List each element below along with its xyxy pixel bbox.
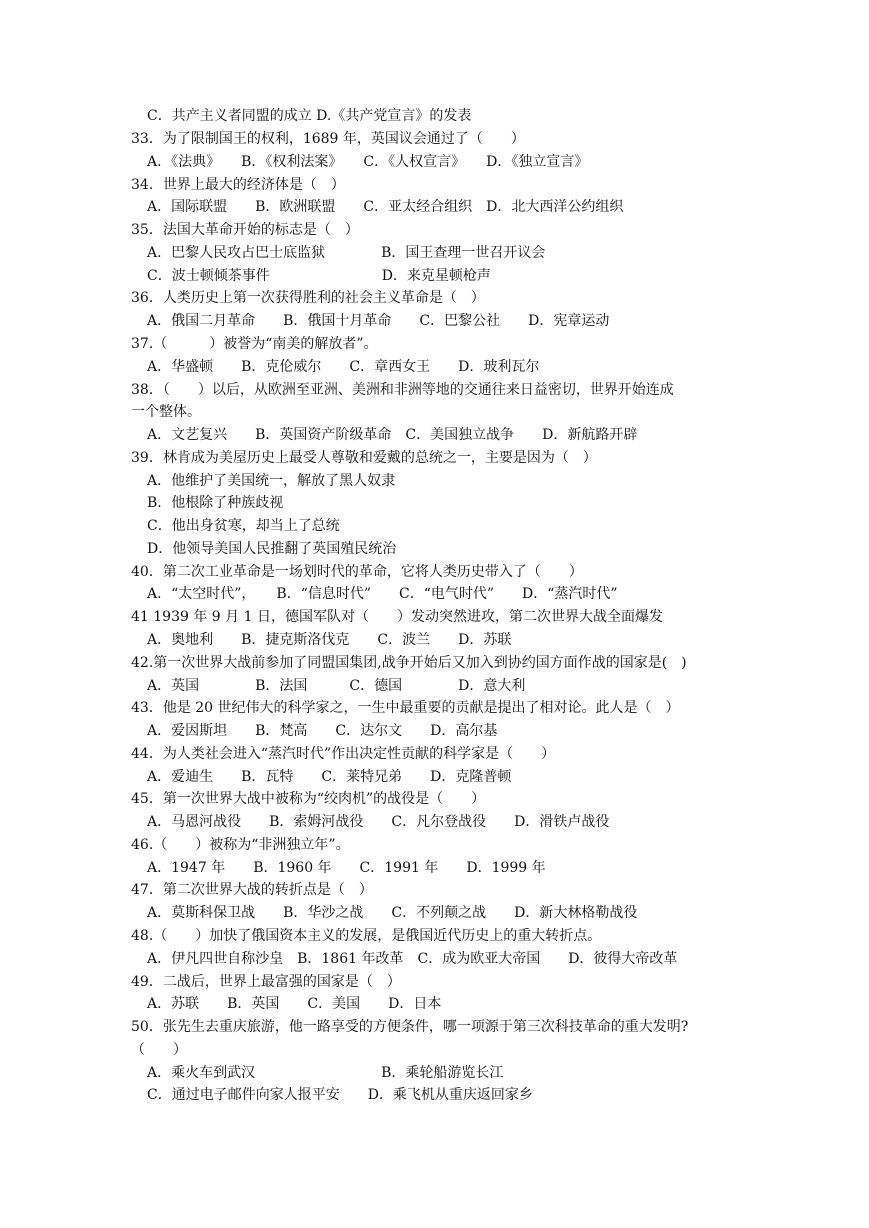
option-line: A．华盛顿 B．克伦威尔 C．章西女王 D．玻利瓦尔 — [147, 359, 540, 375]
option-line: C．共产主义者同盟的成立 D.《共产党宣言》的发表 — [147, 108, 472, 124]
option-line: A．1947 年 B．1960 年 C．1991 年 D．1999 年 — [147, 860, 546, 876]
option-line: A．苏联 B．英国 C．美国 D．日本 — [147, 996, 442, 1012]
option-line: A．国际联盟 B．欧洲联盟 C．亚太经合组织 D．北大西洋公约组织 — [147, 199, 624, 215]
question-line: 49．二战后，世界上最富强的国家是（ ） — [131, 974, 401, 990]
question-line: 47．第二次世界大战的转折点是（ ） — [131, 882, 373, 898]
question-line: 33．为了限制国王的权利，1689 年，英国议会通过了（ ） — [131, 131, 525, 147]
question-line: 50．张先生去重庆旅游，他一路享受的方便条件，哪一项源于第三次科技革命的重大发明? — [131, 1019, 689, 1035]
question-line: 43．他是 20 世纪伟大的科学家之，一生中最重要的贡献是提出了相对论。此人是（ ） — [131, 700, 680, 716]
question-line: 42.第一次世界大战前参加了同盟国集团,战争开始后又加入到协约国方面作战的国家是( ) — [131, 655, 687, 671]
question-line: 34．世界上最大的经济体是（ ） — [131, 177, 345, 193]
option-line: A．乘火车到武汉 B．乘轮船游览长江 — [147, 1065, 504, 1081]
option-line: A．爱因斯坦 B．梵高 C．达尔文 D．高尔基 — [147, 723, 498, 739]
option-line: A．“太空时代”， B．“信息时代” C．“电气时代” D．“蒸汽时代” — [147, 586, 618, 602]
question-line: 37.（ ）被誉为“南美的解放者”。 — [131, 336, 378, 352]
option-line: A．文艺复兴 B．英国资产阶级革命 C．美国独立战争 D．新航路开辟 — [147, 427, 638, 443]
question-line: 44．为人类社会进入“蒸汽时代”作出决定性贡献的科学家是（ ） — [131, 746, 556, 762]
question-line: 39．林肯成为美屋历史上最受人尊敬和爱戴的总统之一，主要是因为（ ） — [131, 450, 597, 466]
question-line: 35．法国大革命开始的标志是（ ） — [131, 222, 359, 238]
question-line: （ ） — [131, 1042, 187, 1058]
question-line: 48.（ ）加快了俄国资本主义的发展，是俄国近代历史上的重大转折点。 — [131, 928, 602, 944]
option-line: C．通过电子邮件向家人报平安 D．乘飞机从重庆返回家乡 — [147, 1087, 533, 1103]
question-line: 36．人类历史上第一次获得胜利的社会主义革命是（ ） — [131, 290, 485, 306]
question-line: 45．第一次世界大战中被称为“绞肉机”的战役是（ ） — [131, 791, 486, 807]
question-line: 38．（ ）以后，从欧洲至亚洲、美洲和非洲等地的交通往来日益密切，世界开始连成 — [131, 382, 674, 398]
option-line: A．奥地利 B．捷克斯洛伐克 C．波兰 D．苏联 — [147, 632, 512, 648]
option-line: C．波士顿倾茶事件 D．来克星顿枪声 — [147, 268, 491, 284]
question-line: 41 1939 年 9 月 1 日，德国军队对（ ）发动突然进攻，第二次世界大战全面爆发 — [131, 609, 663, 625]
option-line: D．他领导美国人民推翻了英国殖民统治 — [147, 541, 397, 557]
option-line: A．莫斯科保卫战 B．华沙之战 C．不列颠之战 D．新大林格勒战役 — [147, 905, 638, 921]
option-line: A．伊凡四世自称沙皇 B．1861 年改革 C．成为欧亚大帝国 D．彼得大帝改革 — [147, 951, 678, 967]
question-line: 一个整体。 — [131, 404, 201, 420]
option-line: A．爱迪生 B．瓦特 C．莱特兄弟 D．克隆普顿 — [147, 769, 512, 785]
option-line: A．他维护了美国统一，解放了黑人奴隶 — [147, 473, 396, 489]
option-line: A．《法典》 B．《权利法案》 C．《人权宣言》 D．《独立宣言》 — [147, 154, 589, 170]
option-line: A．俄国二月革命 B．俄国十月革命 C．巴黎公社 D．宪章运动 — [147, 313, 610, 329]
option-line: A．巴黎人民攻占巴士底监狱 B．国王查理一世召开议会 — [147, 245, 546, 261]
question-line: 46.（ ）被称为“非洲独立年”。 — [131, 837, 350, 853]
option-line: A．英国 B．法国 C．德国 D．意大利 — [147, 678, 526, 694]
question-line: 40．第二次工业革命是一场划时代的革命，它将人类历史带入了（ ） — [131, 564, 583, 580]
option-line: C．他出身贫寒，却当上了总统 — [147, 518, 340, 534]
option-line: B．他根除了种族歧视 — [147, 495, 284, 511]
option-line: A．马恩河战役 B．索姆河战役 C．凡尔登战役 D．滑铁卢战役 — [147, 814, 610, 830]
